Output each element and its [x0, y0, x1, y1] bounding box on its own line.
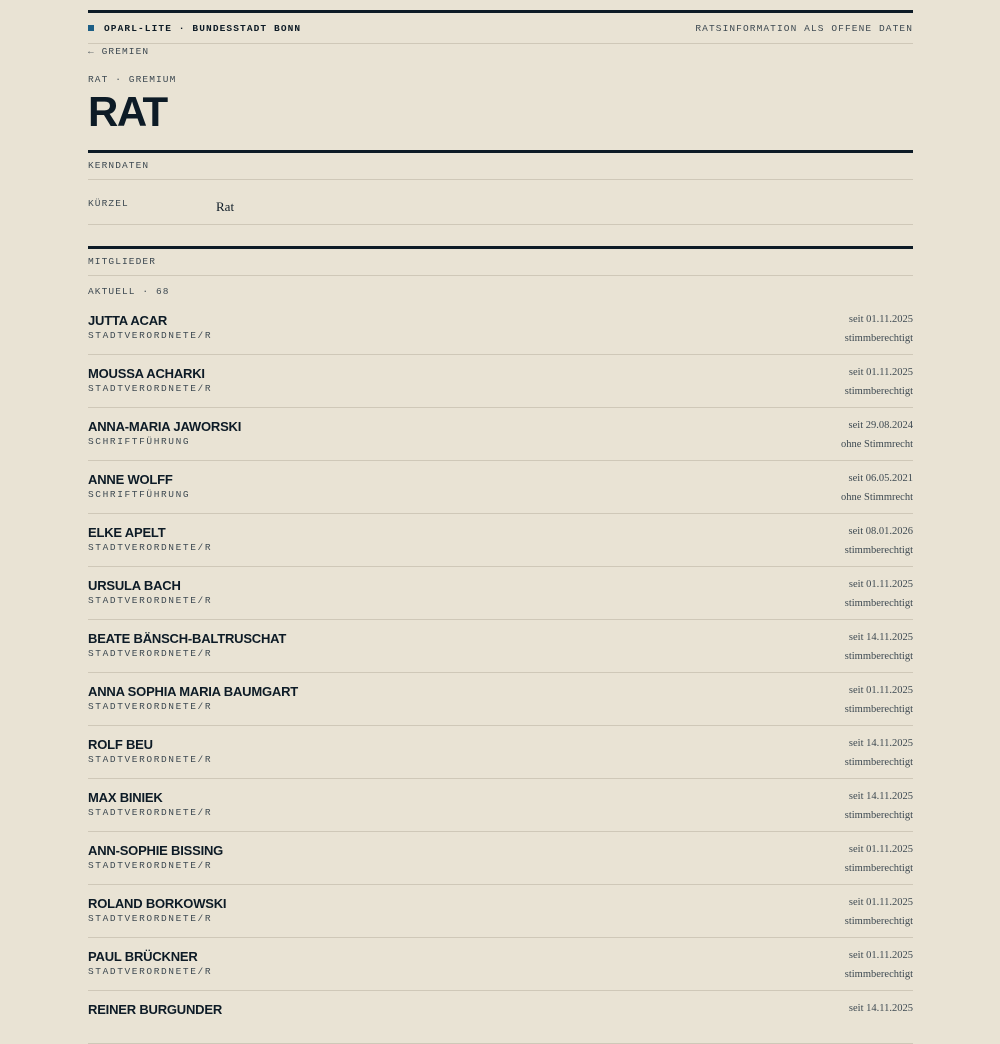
member-list — [88, 302, 913, 1044]
member-name[interactable]: ANNA-MARIA JAWORSKI — [88, 419, 242, 434]
member-row[interactable] — [88, 514, 913, 567]
member-since: seit 06.05.2021 — [848, 473, 913, 484]
member-meta — [845, 302, 913, 354]
member-role: STADTVERORDNETE/R — [88, 913, 213, 924]
member-row[interactable] — [88, 620, 913, 673]
member-info — [88, 779, 212, 831]
page-title: RAT — [88, 88, 167, 135]
member-since: seit 08.01.2026 — [848, 526, 913, 537]
member-meta — [845, 673, 913, 725]
member-role: STADTVERORDNETE/R — [88, 754, 213, 765]
member-role: STADTVERORDNETE/R — [88, 648, 213, 659]
member-since: seit 01.11.2025 — [848, 897, 913, 908]
member-voting-status: ohne Stimmrecht — [840, 492, 913, 503]
member-row[interactable] — [88, 779, 913, 832]
member-info — [88, 514, 212, 566]
site-tagline: RATSINFORMATION ALS OFFENE DATEN — [695, 22, 913, 34]
core-data-row — [88, 180, 913, 225]
member-meta — [845, 832, 913, 884]
member-info — [88, 355, 212, 407]
member-row[interactable] — [88, 302, 913, 355]
member-row[interactable] — [88, 726, 913, 779]
member-meta — [845, 938, 913, 990]
member-role: STADTVERORDNETE/R — [88, 701, 213, 712]
member-since: seit 29.08.2024 — [848, 420, 913, 431]
member-voting-status: stimmberechtigt — [844, 863, 913, 874]
member-voting-status: stimmberechtigt — [844, 386, 913, 397]
member-info — [88, 885, 226, 937]
member-meta — [845, 567, 913, 619]
member-name[interactable]: ROLAND BORKOWSKI — [88, 896, 227, 911]
member-voting-status: stimmberechtigt — [844, 810, 913, 821]
member-since: seit 01.11.2025 — [848, 367, 913, 378]
member-name[interactable]: ROLF BEU — [88, 737, 153, 752]
member-since: seit 14.11.2025 — [848, 632, 913, 643]
member-voting-status: stimmberechtigt — [844, 757, 913, 768]
member-name[interactable]: JUTTA ACAR — [88, 313, 168, 328]
site-header — [88, 13, 913, 44]
member-info — [88, 620, 286, 672]
member-info — [88, 408, 241, 460]
member-row[interactable] — [88, 461, 913, 514]
member-meta — [845, 355, 913, 407]
member-info — [88, 302, 212, 354]
member-name[interactable]: BEATE BÄNSCH-BALTRUSCHAT — [88, 631, 287, 646]
member-name[interactable]: ANNE WOLFF — [88, 472, 173, 487]
member-meta — [841, 408, 913, 460]
member-voting-status: stimmberechtigt — [844, 969, 913, 980]
members-count-label: AKTUELL · 68 — [88, 286, 170, 297]
member-role: SCHRIFTFÜHRUNG — [88, 489, 191, 500]
member-meta — [841, 461, 913, 513]
member-info — [88, 673, 298, 725]
member-voting-status: stimmberechtigt — [844, 651, 913, 662]
member-voting-status: stimmberechtigt — [844, 598, 913, 609]
member-info — [88, 991, 222, 1043]
member-name[interactable]: ELKE APELT — [88, 525, 166, 540]
member-meta — [845, 885, 913, 937]
member-name[interactable]: ANN-SOPHIE BISSING — [88, 843, 224, 858]
member-meta — [849, 991, 913, 1043]
brand-link[interactable] — [88, 23, 301, 34]
abbreviation-value: Rat — [216, 199, 235, 214]
member-role: STADTVERORDNETE/R — [88, 542, 213, 553]
member-name[interactable]: REINER BURGUNDER — [88, 1002, 223, 1017]
member-info — [88, 567, 212, 619]
member-row[interactable] — [88, 885, 913, 938]
member-info — [88, 461, 190, 513]
member-role: STADTVERORDNETE/R — [88, 330, 213, 341]
member-role: STADTVERORDNETE/R — [88, 595, 213, 606]
member-meta — [845, 779, 913, 831]
member-row[interactable] — [88, 832, 913, 885]
member-row[interactable] — [88, 567, 913, 620]
member-since: seit 14.11.2025 — [848, 791, 913, 802]
member-role: STADTVERORDNETE/R — [88, 807, 213, 818]
member-since: seit 01.11.2025 — [848, 844, 913, 855]
member-role: SCHRIFTFÜHRUNG — [88, 436, 191, 447]
member-row[interactable] — [88, 355, 913, 408]
member-info — [88, 726, 212, 778]
member-name[interactable]: PAUL BRÜCKNER — [88, 949, 198, 964]
member-since: seit 14.11.2025 — [848, 1003, 913, 1014]
member-voting-status: ohne Stimmrecht — [840, 439, 913, 450]
member-info — [88, 832, 223, 884]
member-meta — [845, 514, 913, 566]
member-row[interactable] — [88, 938, 913, 991]
member-role: STADTVERORDNETE/R — [88, 860, 213, 871]
member-voting-status: stimmberechtigt — [844, 333, 913, 344]
member-row[interactable] — [88, 673, 913, 726]
member-name[interactable]: MOUSSA ACHARKI — [88, 366, 205, 381]
members-heading: MITGLIEDER — [88, 249, 913, 276]
member-meta — [845, 726, 913, 778]
member-meta — [845, 620, 913, 672]
brand-square-icon — [88, 25, 94, 31]
member-info — [88, 938, 212, 990]
member-name[interactable]: ANNA SOPHIA MARIA BAUMGART — [88, 684, 299, 699]
member-since: seit 01.11.2025 — [848, 950, 913, 961]
member-voting-status: stimmberechtigt — [844, 704, 913, 715]
member-row[interactable] — [88, 991, 913, 1044]
member-voting-status: stimmberechtigt — [844, 545, 913, 556]
member-role: STADTVERORDNETE/R — [88, 383, 213, 394]
member-since: seit 01.11.2025 — [848, 579, 913, 590]
member-since: seit 01.11.2025 — [848, 314, 913, 325]
member-name[interactable]: MAX BINIEK — [88, 790, 163, 805]
member-row[interactable] — [88, 408, 913, 461]
member-since: seit 01.11.2025 — [848, 685, 913, 696]
member-voting-status: stimmberechtigt — [844, 916, 913, 927]
page-container — [88, 10, 913, 1044]
member-role: STADTVERORDNETE/R — [88, 966, 213, 977]
member-name[interactable]: URSULA BACH — [88, 578, 181, 593]
abbreviation-key: KÜRZEL — [88, 198, 129, 209]
brand-label: OPARL-LITE · BUNDESSTADT BONN — [104, 22, 302, 34]
core-data-heading: KERNDATEN — [88, 153, 913, 180]
page-eyebrow: RAT · GREMIUM — [88, 74, 177, 85]
back-to-gremien-link[interactable]: ← GREMIEN — [88, 46, 150, 57]
member-since: seit 14.11.2025 — [848, 738, 913, 749]
